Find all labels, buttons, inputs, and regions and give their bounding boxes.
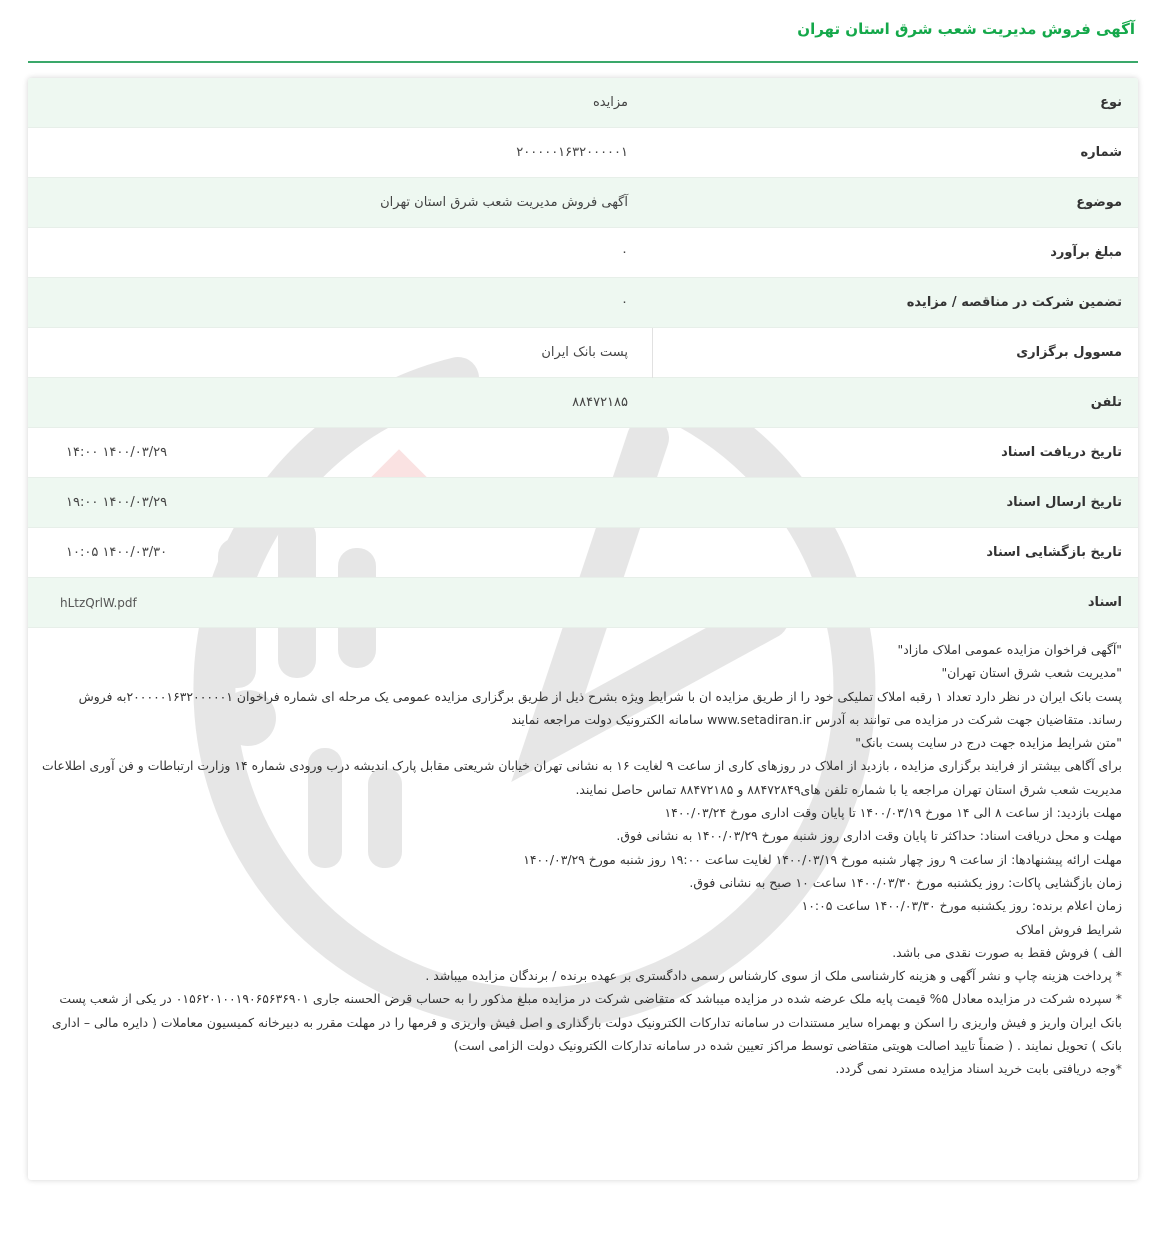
row-doc-send-date [28,478,1138,528]
row-label: شماره [1080,145,1122,160]
page-title: آگهی فروش مدیریت شعب شرق استان تهران [797,20,1135,38]
row-value: ۲۰۰۰۰۰۱۶۳۲۰۰۰۰۰۱ [516,145,628,160]
row-label: موضوع [1076,195,1122,210]
row-label: مبلغ برآورد [1050,245,1122,260]
row-value: ۱۴۰۰/۰۳/۲۹ ۱۴:۰۰ [66,445,168,460]
row-doc-receive-date [28,428,1138,478]
row-estimate [28,228,1138,278]
row-value: ۱۴۰۰/۰۳/۲۹ ۱۹:۰۰ [66,495,168,510]
row-value: ۸۸۴۷۲۱۸۵ [572,395,628,410]
details-table [28,78,1138,628]
row-subject [28,178,1138,228]
body-paragraph: برای آگاهی بیشتر از فرایند برگزاری مزایده ، بازدید از املاک در روزهای کاری از ساعت ۹ لغایت ۱۶ به نشانی تهران خیابان شریعتی مقابل پارک اندیشه درب ورودی شماره ۱۴ وزارت ارتباطات و فن آوری اطلاعات مدیریت شعب شرق استان تهران مراجعه یا با شماره تلفن های۸۸۴۷۲۸۴۹ و ۸۸۴۷۲۱۸۵ تماس حاصل نمایند. [41,758,1122,797]
body-subheading: "متن شرایط مزایده جهت درج در سایت پست بانک" [855,735,1122,751]
body-line: شرایط فروش املاک [1015,921,1122,937]
announcement-body [42,638,1122,1081]
body-line: زمان بازگشایی پاکات: روز یکشنبه مورخ ۱۴۰۰/۰۳/۳۰ ساعت ۱۰ صبح به نشانی فوق. [689,874,1122,890]
row-type [28,78,1138,128]
row-documents [28,578,1138,628]
row-label: تاریخ ارسال اسناد [1006,495,1122,510]
row-guarantee [28,278,1138,328]
row-label: تاریخ دریافت اسناد [1001,445,1122,460]
body-line: مهلت ارائه پیشنهادها: از ساعت ۹ روز چهار شنبه مورخ ۱۴۰۰/۰۳/۱۹ لغایت ساعت ۱۹:۰۰ روز شنبه مورخ ۱۴۰۰/۰۳/۲۹ [523,851,1122,867]
body-line: زمان اعلام برنده: روز یکشنبه مورخ ۱۴۰۰/۰۳/۳۰ ساعت ۱۰:۰۵ [801,898,1122,914]
body-line: * پرداخت هزینه چاپ و نشر آگهی و هزینه کارشناسی ملک از سوی کارشناس رسمی دادگستری بر عهده برنده / برندگان مزایده میباشد . [425,968,1122,984]
row-label: تاریخ بازگشایی اسناد [986,545,1122,560]
row-label: اسناد [1087,595,1122,610]
row-label: تضمین شرکت در مناقصه / مزایده [906,295,1122,310]
body-line: مهلت و محل دریافت اسناد: حداکثر تا پایان وقت اداری روز شنبه مورخ ۱۴۰۰/۰۳/۲۹ به نشانی فوق. [616,828,1122,844]
row-value: پست بانک ایران [541,345,628,360]
body-subheading: "مدیریت شعب شرق استان تهران" [941,665,1122,681]
body-line: *وجه دریافتی بابت خرید اسناد مزایده مسترد نمی گردد. [835,1061,1122,1077]
row-value: ۰ [621,295,628,310]
body-paragraph: * سپرده شرکت در مزایده معادل ۵% قیمت پایه ملک عرضه شده در مزایده میباشد که متقاضی شرکت در مزایده مبلغ مذکور را به حساب قرض الحسنه جاری ۰۱۵۶۲۰۱۰۰۱۹۰۶۵۶۳۶۹۰۱ در یکی از شعب پست بانک ایران واریز و فیش واریزی را اسکن و بهمراه سایر مستندات در سامانه تدارکات الکترونیک دولت بارگذاری و اصل فیش واریزی و فرمها را در مهلت مقرر به دبیرخانه کمیسیون معاملات ( دایره مالی – اداری بانک ) تحویل نمایند . ( ضمناً تایید اصالت هویتی متقاضی توسط مراکز تعیین شده در سامانه تدارکات الکترونیک دولت الزامی است) [51,991,1122,1054]
row-label: نوع [1100,95,1122,110]
row-label: مسوول برگزاری [1016,345,1122,360]
row-value: ۰ [621,245,628,260]
body-line: مهلت بازدید: از ساعت ۸ الی ۱۴ مورخ ۱۴۰۰/۰۳/۱۹ تا پایان وقت اداری مورخ ۱۴۰۰/۰۳/۲۴ [664,805,1122,821]
title-divider [28,61,1138,63]
cell-divider [652,328,653,378]
row-label: تلفن [1090,395,1122,410]
body-heading: "آگهی فراخوان مزایده عمومی املاک مازاد" [897,642,1122,657]
row-phone [28,378,1138,428]
row-number [28,128,1138,178]
body-paragraph: پست بانک ایران در نظر دارد تعداد ۱ رقبه املاک تملیکی خود را از طریق مزایده ان با شرایط ویژه بشرح ذیل از طریق برگزاری مزایده عمومی یک مرحله ای شماره فراخوان ۲۰۰۰۰۰۱۶۳۲۰۰۰۰۰۱به فروش رساند. متقاضیان جهت شرکت در مزایده می توانند به آدرس www.setadiran.ir سامانه الکترونیک دولت مراجعه نمایند [78,688,1122,727]
body-line: الف ) فروش فقط به صورت نقدی می باشد. [892,944,1122,960]
document-file-link[interactable]: hLtzQrlW.pdf [60,596,137,610]
row-doc-open-date [28,528,1138,578]
row-value: آگهی فروش مدیریت شعب شرق استان تهران [380,195,628,210]
row-value: ۱۴۰۰/۰۳/۳۰ ۱۰:۰۵ [66,545,168,560]
auction-details-card [28,78,1138,1180]
row-organizer [28,328,1138,378]
row-value: مزایده [592,95,628,110]
